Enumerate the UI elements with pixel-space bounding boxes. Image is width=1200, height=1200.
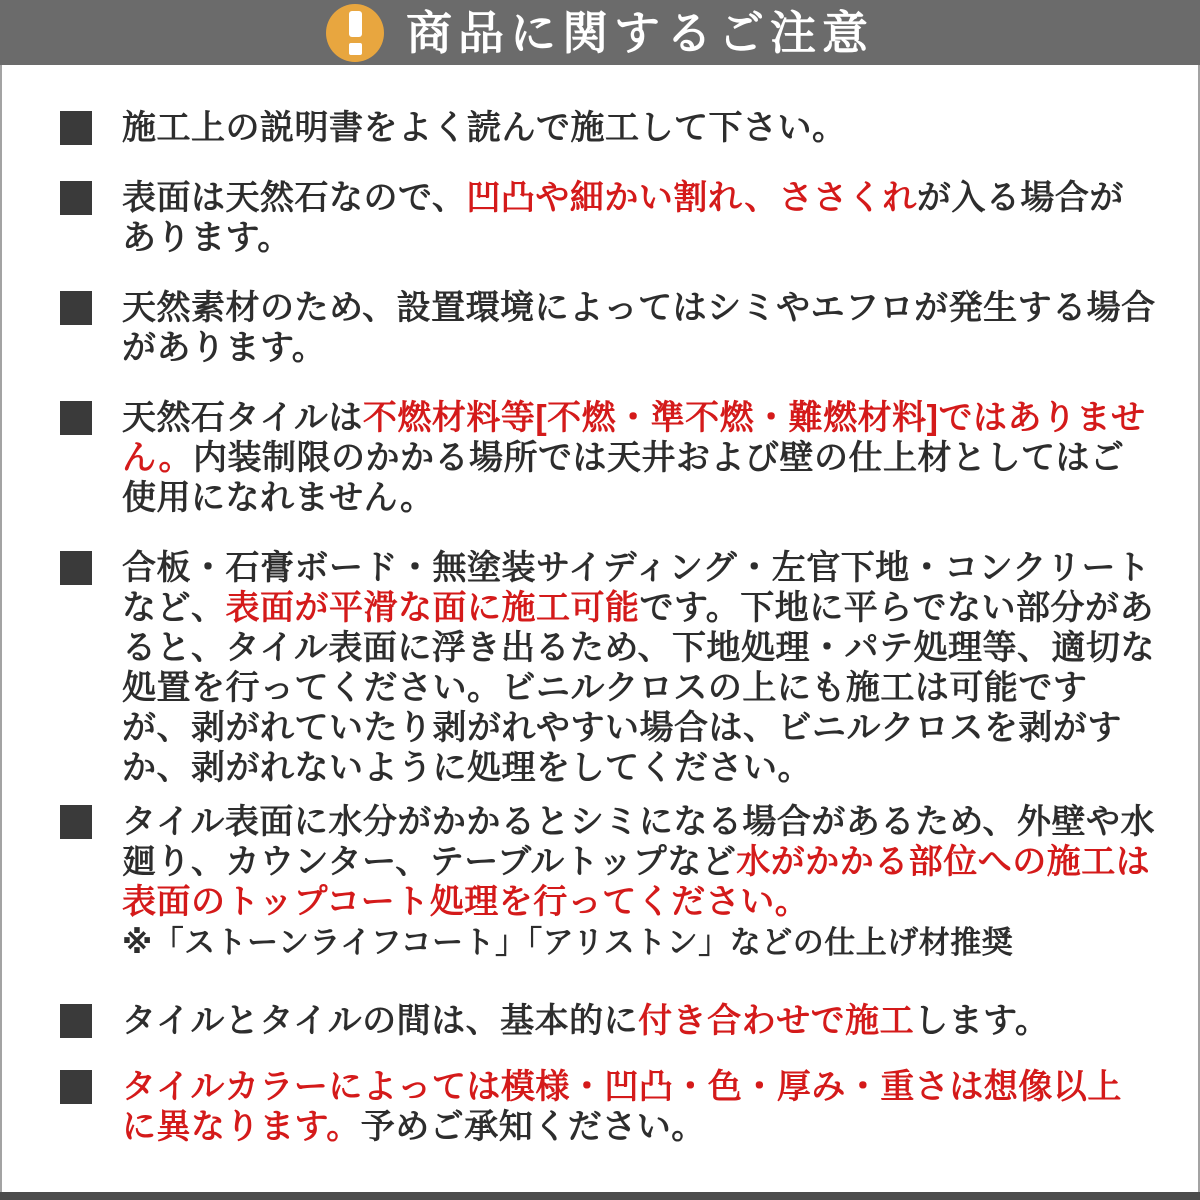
text-segment: タイルとタイルの間は、基本的に bbox=[122, 1002, 639, 1040]
text-segment: です。下地に平らでない部分があると、タイル表面に浮き出るため、下地処理・パテ処理等、適切な処置を行ってください。ビニルクロスの上にも施工は可能ですが、剥がれていたり剥がれやすい場合は、ビニルクロスを剥がすか、剥がれないように処理をしてください。 bbox=[122, 589, 1155, 787]
text-segment: 施工上の説明書をよく読んで施工して下さい。 bbox=[122, 109, 847, 147]
notice-item bbox=[60, 398, 1156, 518]
notice-item bbox=[60, 1067, 1156, 1147]
text-segment: が入る場合があります。 bbox=[122, 179, 1124, 257]
bullet-square-icon bbox=[60, 181, 92, 215]
bullet-square-icon bbox=[60, 805, 92, 839]
bullet-square-icon bbox=[60, 1070, 92, 1104]
notice-text bbox=[122, 108, 1156, 148]
bullet-square-icon bbox=[60, 291, 92, 325]
text-segment: タイル表面に水分がかかるとシミになる場合があるため、外壁や水廻り、カウンター、テーブルトップなど bbox=[122, 803, 1155, 881]
notice-text bbox=[122, 802, 1156, 963]
notice-item bbox=[60, 178, 1156, 258]
text-segment: 天然素材のため、設置環境によってはシミやエフロが発生する場合があります。 bbox=[122, 289, 1156, 367]
bullet-square-icon bbox=[60, 111, 92, 145]
text-segment: 表面が平滑な面に施工可能 bbox=[225, 589, 640, 627]
notice-text bbox=[122, 1001, 1156, 1041]
exclamation-icon bbox=[326, 4, 384, 62]
bullet-square-icon bbox=[60, 551, 92, 585]
notice-item bbox=[60, 108, 1156, 148]
text-segment: 内装制限のかかる場所では天井および壁の仕上材としてはご使用になれません。 bbox=[122, 439, 1125, 517]
notice-text bbox=[122, 288, 1156, 368]
exclamation-dot bbox=[349, 43, 362, 55]
notice-item bbox=[60, 288, 1156, 368]
text-segment: 合板・石膏ボード・無塗装サイディング・左官下地・コンクリートなど、 bbox=[122, 549, 1151, 627]
page-title: 商品に関するご注意 bbox=[406, 6, 874, 59]
exclamation-bar bbox=[349, 11, 362, 37]
text-segment: 凹凸や細かい割れ、ささくれ bbox=[466, 179, 917, 217]
notice-header bbox=[0, 0, 1200, 65]
text-segment: タイルカラーによっては模様・凹凸・色・厚み・重さは想像以上に異なります。 bbox=[122, 1068, 1122, 1146]
bullet-square-icon bbox=[60, 401, 92, 435]
notice-item bbox=[60, 1001, 1156, 1041]
notice-list bbox=[0, 65, 1200, 1192]
text-segment: 天然石タイルは bbox=[122, 399, 363, 437]
notice-item bbox=[60, 802, 1156, 963]
notice-text bbox=[122, 178, 1156, 258]
text-segment: 予めご承知ください。 bbox=[360, 1108, 706, 1146]
text-segment: 付き合わせで施工 bbox=[638, 1002, 915, 1040]
bottom-border-bar bbox=[0, 1192, 1200, 1200]
bullet-square-icon bbox=[60, 1004, 92, 1038]
text-segment: 不燃材料等[不燃・準不燃・難燃材料]ではありません。 bbox=[122, 399, 1146, 477]
notice-text bbox=[122, 398, 1156, 518]
text-segment: します。 bbox=[914, 1002, 1050, 1040]
notice-item bbox=[60, 548, 1156, 788]
text-segment: 水がかかる部位への施工は表面のトップコート処理を行ってください。 bbox=[122, 843, 1151, 921]
notice-text bbox=[122, 1067, 1156, 1147]
text-segment: ※「ストーンライフコート」「アリストン」などの仕上げ材推奨 bbox=[122, 925, 1014, 960]
notice-text bbox=[122, 548, 1156, 788]
text-segment: 表面は天然石なので、 bbox=[122, 179, 467, 217]
